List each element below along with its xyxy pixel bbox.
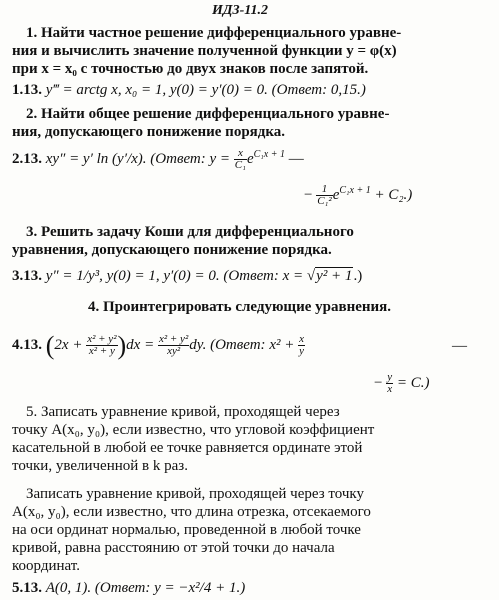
problem-3-line-1: 3. Решить задачу Коши для дифференциального [26,224,354,240]
fraction-x-over-y [298,334,305,357]
problem-5-sub-line-1: Записать уравнение кривой, проходящей через точку [26,486,364,502]
square-root: √y² + 1 [306,268,353,284]
problem-5-line-2: точку A(x₀, y₀), если известно, что угловой коэффициент [12,422,375,438]
problem-2-line-1: 2. Найти общее решение дифференциального уравне- [26,106,390,122]
problem-5-sub-line-3: на оси ординат нормалью, проведенной в любой точке [12,522,361,538]
eq-part-b: dx = [126,336,155,353]
problem-3-line-2: уравнения, допускающего понижение порядка. [12,242,332,258]
answer-x: x = [282,268,304,284]
continuation-dash: — [288,150,304,167]
frac-num: 1 [316,184,332,196]
problem-1-line-3: при x = x₀ с точностью до двух знаков после запятой. [12,61,369,77]
answer-y: y = [209,150,231,167]
answer-label: (Ответ: [150,150,206,167]
frac-num: x [299,333,304,345]
problem-5-sub-line-5: координат. [12,558,80,574]
frac-den: xy² [167,345,181,357]
problem-number: 3.13. [12,268,42,284]
problem-1-line-1: 1. Найти частное решение дифференциального уравне- [26,25,402,41]
problem-number: 1.13. [12,82,42,98]
answer: (Ответ: 0,15.) [271,82,366,98]
exp-base: e [332,186,340,203]
frac-den: C₁² [317,195,332,207]
radicand: y² + 1 [316,268,353,284]
problem-2-13 [12,148,304,171]
problem-5-line-4: точки, увеличенной в k раз. [12,458,188,474]
equation: y‴ = arctg x, x₀ = 1, y(0) = y′(0) = 0. [45,82,268,98]
minus-sign: − [304,186,313,203]
problem-4-line-1: 4. Проинтегрировать следующие уравнения. [88,299,392,315]
fraction-2 [158,334,189,357]
point: A(0, 1). [45,580,92,596]
answer-tail: + C₂.) [374,186,413,203]
frac-den: x² + y [88,345,115,357]
problem-5-13 [12,580,245,597]
frac-num: x² + y² [158,333,189,345]
frac-num: x [234,148,247,160]
fraction-1 [86,334,117,357]
frac-num: x² + y² [87,333,117,345]
close-paren: ) [117,330,127,360]
eq-part-a: 2x + [54,336,83,353]
equation: xy″ = y′ ln (y′/x). [45,150,147,167]
fraction-x-over-c1 [234,148,247,171]
fraction-y-over-x [386,372,393,395]
exp-base: e [246,150,254,167]
problem-5-sub-line-2: A(x₀, y₀), если известно, что длина отрезка, отсекаемого [12,504,371,520]
problem-4-dash: — [452,338,467,354]
answer: (Ответ: y = −x²/4 + 1.) [94,580,246,596]
problem-4-answer-cont [374,372,429,395]
open-paren: ( [45,330,55,360]
answer-label: (Ответ: [210,336,266,353]
exp-power: C₁x + 1 [253,148,285,160]
eq-part-c: dy. [189,336,207,353]
problem-5-sub-line-4: кривой, равна расстоянию от этой точки до начала [12,540,335,556]
answer-tail: = C.) [396,374,430,391]
problem-3-13 [12,268,362,285]
exp-power: C₁x + 1 [339,184,371,196]
page-header: ИДЗ-11.2 [212,3,268,18]
frac-num: y [387,371,393,383]
problem-number: 2.13. [12,150,42,167]
problem-number: 5.13. [12,580,42,596]
problem-1-13 [12,82,366,99]
problem-2-answer-cont [304,184,412,207]
answer-label: (Ответ: [223,268,279,284]
frac-den: y [299,345,304,357]
equation: y″ = 1/y³, y(0) = 1, y′(0) = 0. [45,268,220,284]
answer-close: .) [353,268,363,284]
problem-2-line-2: ния, допускающего понижение порядка. [12,124,286,140]
problem-1-line-2: ния и вычислить значение полученной функции y = φ(x) [12,43,397,59]
frac-den: C₁ [234,159,246,171]
problem-number: 4.13. [12,336,42,353]
fraction-1-over-c1sq [316,184,332,207]
answer-part-a: x² + [269,336,295,353]
problem-5-line-3: касательной в любой ее точке равняется ординате этой [12,440,363,456]
frac-den: x [387,383,393,395]
problem-5-line-1: 5. Записать уравнение кривой, проходящей через [26,404,340,420]
problem-4-13 [12,330,305,360]
minus-sign: − [374,374,383,391]
